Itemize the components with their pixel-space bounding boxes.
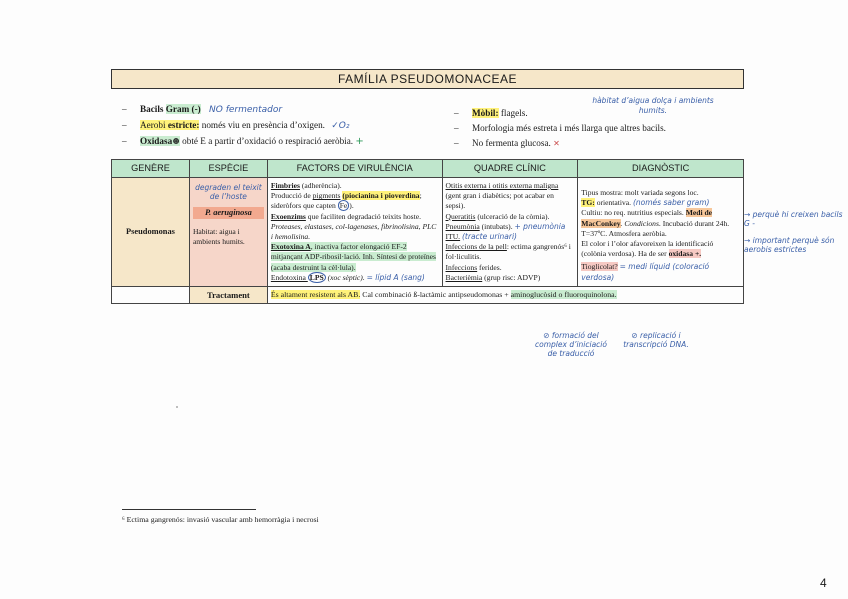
factor-endotoxina [271, 273, 439, 283]
clinic-term: Pneumònia [445, 221, 480, 231]
factor-text: ; sideròfors que capten [270, 191, 422, 211]
especie-cell [189, 178, 267, 287]
diag-term: TG: [581, 198, 595, 208]
table-row [112, 178, 744, 287]
clinic-otitis [446, 181, 575, 212]
treatment-highlight: És altament resistent als AB. [270, 290, 361, 300]
factors-cell [267, 178, 442, 287]
header-quadre: QUADRE CLÍNIC [442, 160, 578, 178]
diag-italic: . Condicions [620, 218, 659, 228]
handwritten-note: ⊘ formació del complex d’iniciació de traducció [535, 331, 607, 358]
treatment-cell [267, 287, 743, 304]
treatment-highlight: aminoglucòsid o fluoroquinolona. [510, 290, 617, 300]
handwritten-note-habitat: hàbitat d’aigua dolça i ambients humits. [592, 96, 714, 115]
diag-color [581, 239, 740, 259]
diag-tg [581, 198, 740, 208]
bullet-term: Mòbil: [472, 108, 499, 118]
diag-text: orientativa. [594, 198, 632, 208]
page-title: FAMÍLIA PSEUDOMONACEAE [111, 69, 744, 89]
right-bullet-list [454, 106, 744, 151]
species-habitat: Habitat: aigua i ambients humits. [192, 227, 245, 247]
diag-cultiu [581, 208, 740, 239]
footnote-divider [122, 509, 256, 510]
factor-term: Endotoxina [270, 272, 308, 282]
diag-text: . Incubació durant 24h. T=37ºC. Atmosfera aeròbia. [581, 218, 730, 238]
clinic-queratitis [446, 212, 575, 222]
handwritten-note: (tracte urinari) [462, 232, 517, 242]
factor-text: , inactiva factor elongació EF-2 mitjançant ADP-ribosil·lació. Inh. Síntesi de proteïnes (acaba destruint la cèl·lula). [270, 242, 436, 272]
bullet-text: flagels. [498, 108, 528, 118]
handwritten-note: ⊘ replicació i transcripció DNA. [623, 331, 689, 349]
bullet-dash: – [454, 108, 459, 118]
clinic-term: Infeccions de la pell [445, 242, 507, 252]
factor-term: Exotoxina A [270, 242, 311, 252]
clinic-pell [446, 242, 575, 262]
handwritten-note: ✓O₂ [331, 121, 350, 131]
handwritten-note: (només saber gram) [632, 198, 710, 208]
factor-italic: Proteases, elastases, col-lagenases, fibrinolisina, PLC i hemolisina. [270, 221, 437, 242]
bullet-dash: – [122, 136, 127, 146]
cross-mark-icon: ✕ [553, 139, 560, 148]
treatment-text: Cal combinació ß-lactàmic antipseudomonas + [360, 290, 511, 300]
clinic-text: (gent gran i diabètics; pot acabar en sepsi). [445, 191, 554, 211]
empty-cell [112, 287, 190, 304]
treatment-row [112, 287, 744, 304]
diag-tioglicolat [581, 262, 740, 282]
bullet-dash: – [454, 138, 459, 148]
bullet-aerobi [122, 118, 452, 134]
bullet-text: Morfologia més estreta i més llarga que altres bacils. [472, 123, 666, 133]
bullet-text: No fermenta glucosa. [472, 138, 551, 148]
factor-text: (adherència). [299, 181, 342, 190]
diagnostic-cell [578, 178, 744, 287]
bullet-highlight: Aerobi [140, 120, 166, 130]
clinic-bacteriemia [446, 273, 575, 283]
diag-mostra: Tipus mostra: molt variada segons loc. [581, 188, 699, 197]
genere-cell: Pseudomonas [112, 178, 190, 287]
bullet-term: estricte: [167, 120, 200, 130]
clinic-term: Otitis externa i otitis externa maligna [445, 181, 559, 190]
bullet-gram [122, 102, 452, 118]
bullet-highlight: Gram (-) [165, 104, 201, 114]
bullet-glucosa [454, 136, 744, 151]
factor-pigments [271, 191, 439, 211]
clinic-term: ITU. [445, 232, 461, 242]
handwritten-note: = lípid A (sang) [366, 272, 425, 282]
clinic-itu [446, 232, 575, 242]
page-number: 4 [820, 576, 827, 590]
bullet-mobil [454, 106, 744, 121]
handwritten-note: → important perquè són aerobis estrictes [744, 236, 835, 254]
bullet-dash: – [122, 120, 127, 130]
species-name: P. aeruginosa [193, 207, 264, 219]
clinic-text: (ulceració de la còrnia). [475, 211, 550, 221]
factor-fimbries [271, 181, 439, 191]
factor-text: que faciliten degradació teixits hoste. [305, 211, 422, 221]
factor-term: Fimbries [270, 181, 300, 190]
diag-highlight: oxidasa +. [668, 249, 702, 259]
diag-text: Cultiu: no req. nutritius especials. [581, 208, 686, 218]
bullet-dash: – [454, 123, 459, 133]
bullet-text: obté E a partir d’oxidació o respiració aeròbia. [179, 136, 354, 146]
treatment-label: Tractament [189, 287, 267, 304]
clinic-term: Queratitis [445, 211, 476, 221]
bullet-term: Oxidasa⊕ [140, 136, 180, 146]
factor-highlight: (piocianina i pioverdina [342, 191, 420, 201]
stray-dot [176, 406, 178, 408]
header-diagnostic: DIAGNÒSTIC [578, 160, 744, 178]
handwritten-note: + pneumònia [514, 221, 566, 231]
diag-highlight: Tioglicolat? [581, 262, 618, 272]
factor-term: Exoenzims [270, 211, 306, 221]
bullet-dash: – [122, 104, 127, 114]
bullet-term: Bacils [140, 104, 164, 114]
clinic-term: Bacterièmia [445, 272, 483, 282]
footnote: ⁶ Ectima gangrenós: invasió vascular amb hemorràgia i necrosi [122, 515, 319, 524]
diag-highlight: Medi de MacConkey [581, 208, 713, 228]
table-header-row [112, 160, 744, 178]
bullet-oxidasa [122, 134, 452, 149]
header-factors: FACTORS DE VIRULÈNCIA [267, 160, 442, 178]
quadre-cell [442, 178, 578, 287]
diag-text: El color i l’olor afavoreixen la identificació (colònia verdosa). Ha de ser [581, 239, 714, 259]
clinic-ferides [446, 263, 575, 273]
bullet-text: només viu en presència d’oxigen. [199, 120, 325, 130]
handwritten-note: = medi líquid (coloració verdosa) [581, 262, 710, 282]
factor-circled: Fe [339, 201, 348, 211]
factor-term: pigments [312, 191, 341, 201]
factor-exotoxina [271, 242, 439, 273]
side-notes [744, 210, 848, 254]
factor-text: ). [349, 201, 354, 211]
factor-exoenzims [271, 212, 439, 243]
header-genere: GENÈRE [112, 160, 190, 178]
handwritten-note: degraden el teixit de l’hoste [195, 183, 262, 201]
left-bullet-list [122, 102, 452, 149]
handwritten-note: + [355, 136, 364, 147]
summary-table [111, 159, 744, 304]
bullet-morfologia [454, 121, 744, 136]
clinic-term: Infeccions [445, 262, 478, 272]
factor-text: Producció de [270, 191, 313, 201]
clinic-text: (grup risc: ADVP) [482, 272, 541, 282]
handwritten-note: NO fermentador [209, 105, 283, 115]
factor-italic: (xoc sèptic). [325, 272, 365, 282]
clinic-text: (intubats). [479, 221, 513, 231]
header-especie: ESPÈCIE [189, 160, 267, 178]
clinic-pneumonia [446, 222, 575, 232]
factor-circled: LPS [309, 272, 324, 282]
clinic-text: ferides. [477, 262, 502, 272]
handwritten-note: → perquè hi creixen bacils G - [744, 210, 843, 228]
clinic-text: : ectima gangrenós⁶ i fol·liculitis. [445, 242, 571, 262]
